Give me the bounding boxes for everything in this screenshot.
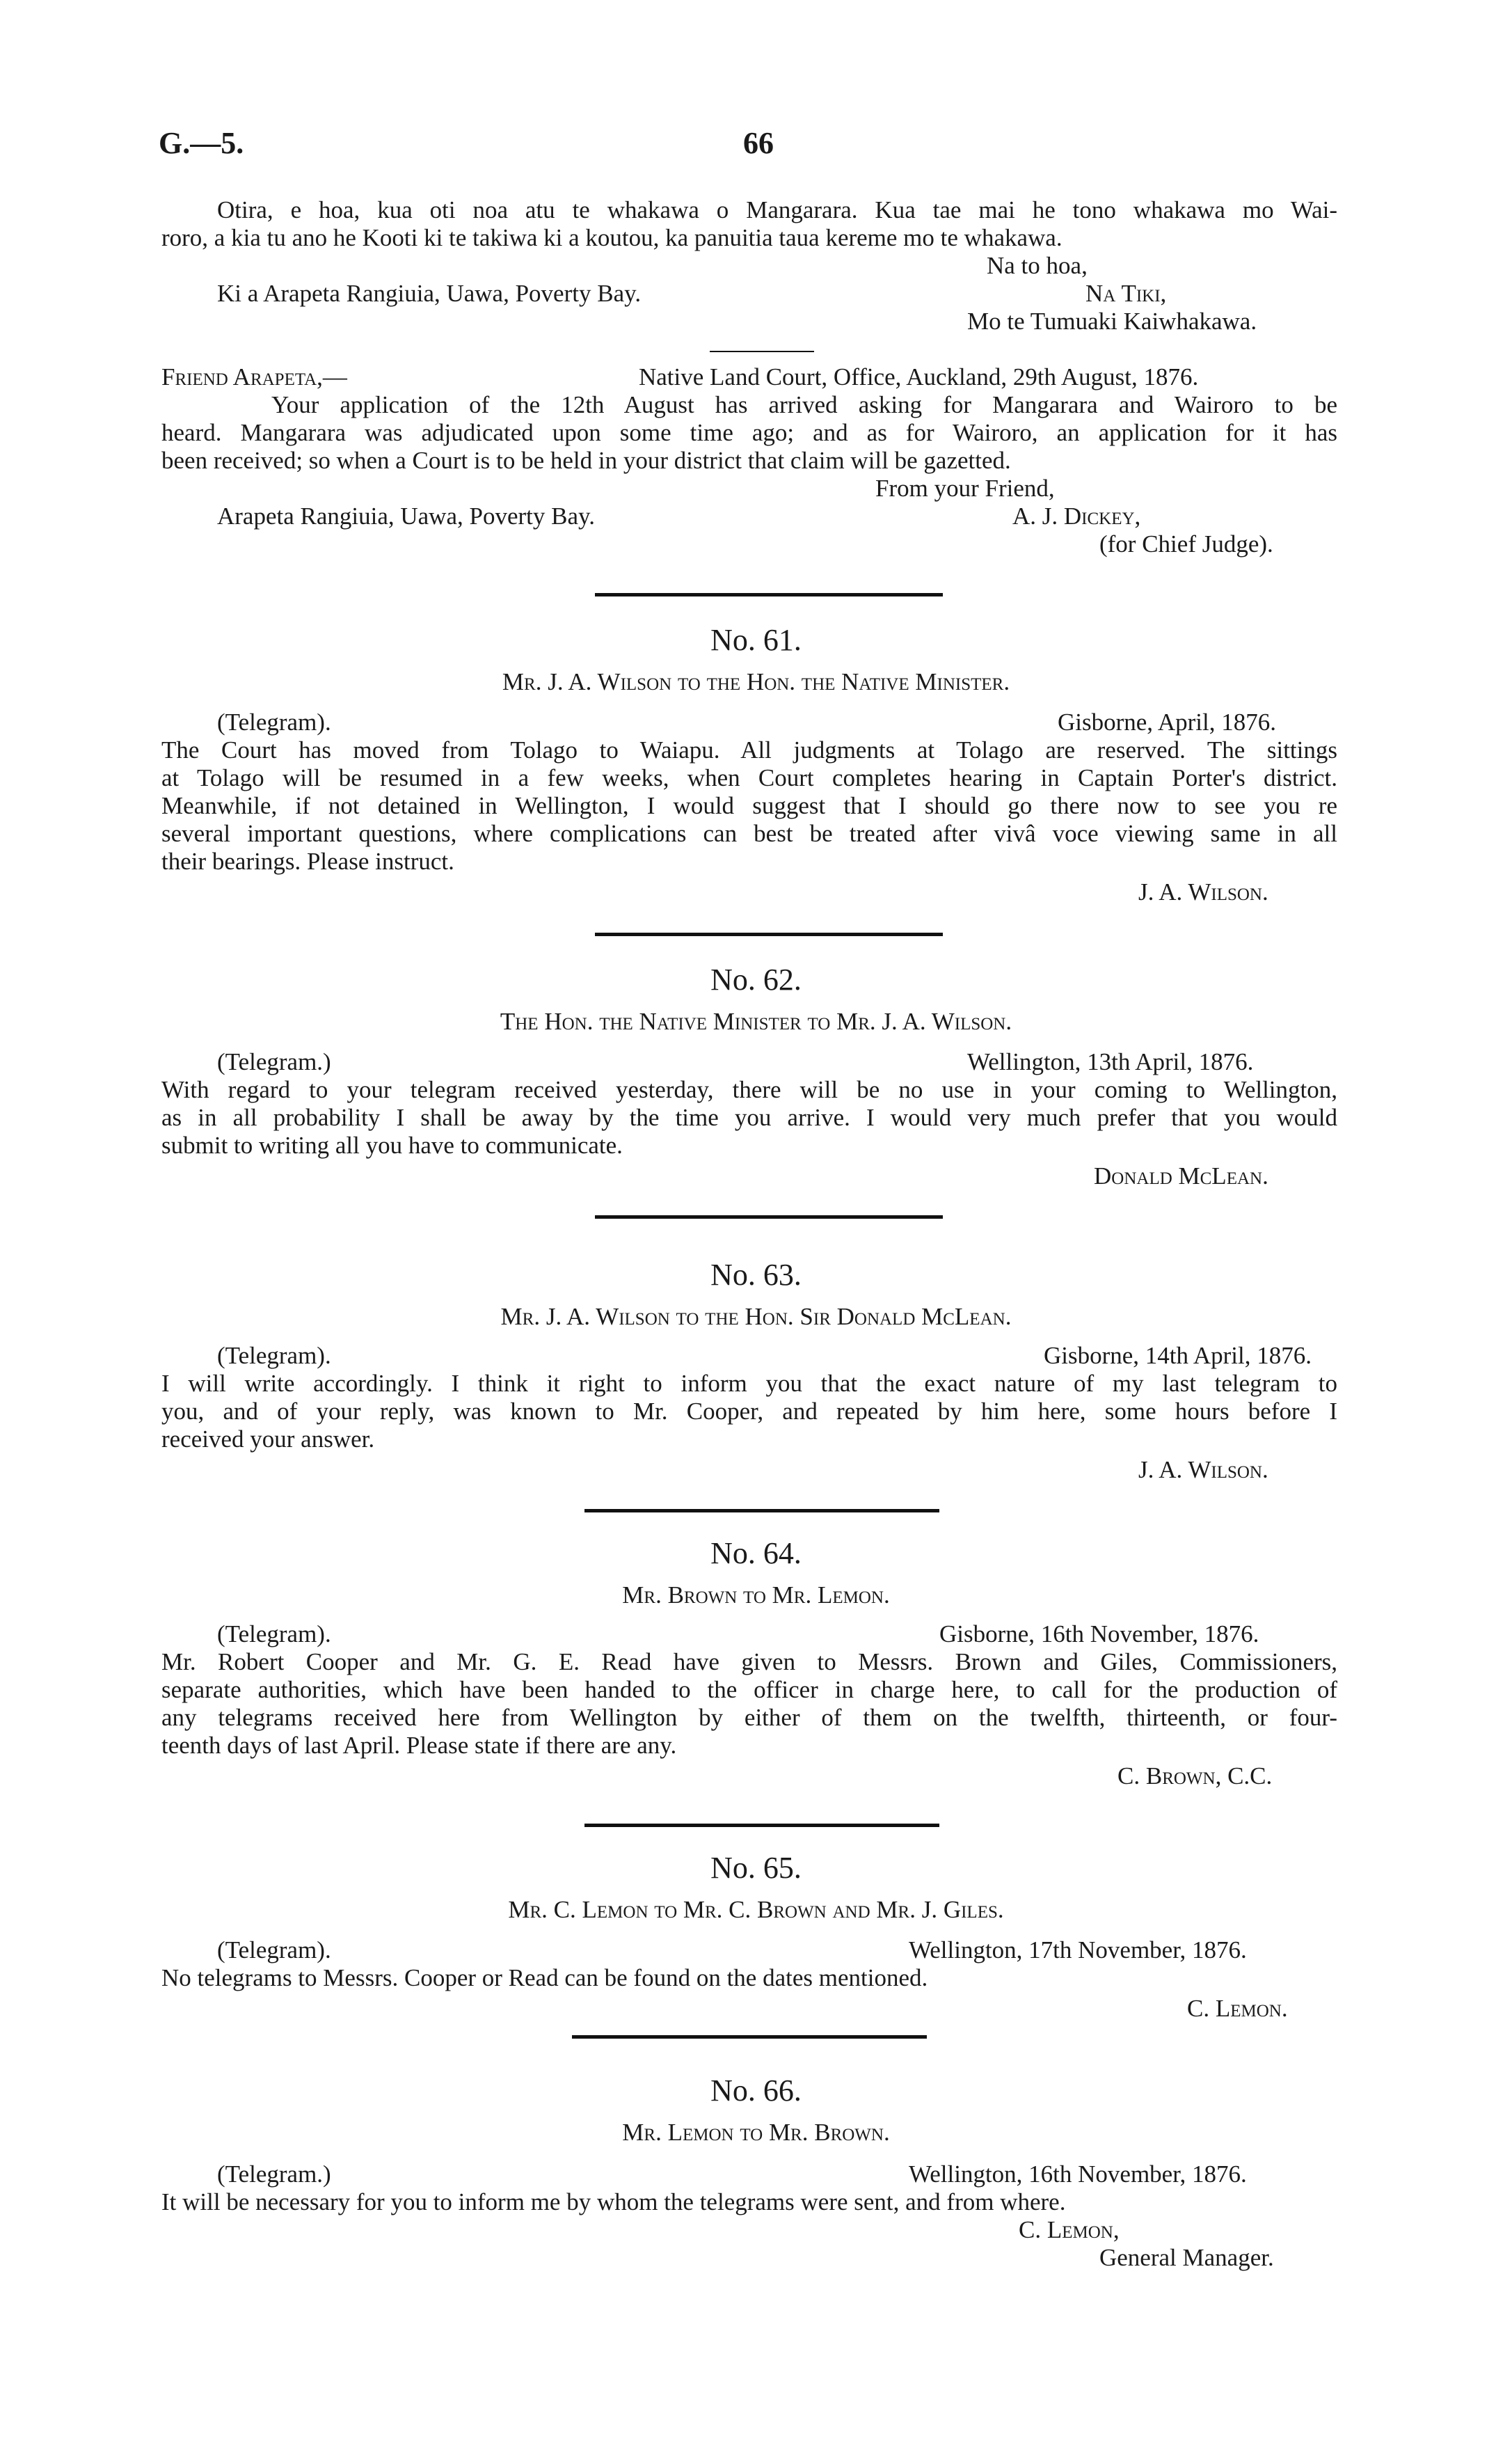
separator-rule xyxy=(710,351,814,352)
body-line: The Court has moved from Tolago to Waiapu. All judgments at Tolago are reserved. The sittings xyxy=(161,736,1337,764)
body-line: roro, a kia tu ano he Kooti ki te takiwa ki a koutou, ka panuitia taua kereme mo te whakawa. xyxy=(161,224,1063,251)
body-line: Your application of the 12th August has arrived asking for Mangarara and Wairoro to be xyxy=(271,391,1337,418)
section-number: No. 65. xyxy=(710,1851,802,1885)
body-line: It will be necessary for you to inform me by whom the telegrams were sent, and from where. xyxy=(161,2188,1066,2215)
signer: C. Brown, C.C. xyxy=(1117,1762,1273,1789)
body-line: received your answer. xyxy=(161,1425,375,1453)
section-parties: Mr. Brown to Mr. Lemon. xyxy=(622,1581,890,1609)
section-parties: Mr. J. A. Wilson to the Hon. Sir Donald McLean. xyxy=(500,1303,1012,1330)
body-line: at Tolago will be resumed in a few weeks, when Court completes hearing in Captain Porter's district. xyxy=(161,764,1337,791)
signer-title: General Manager. xyxy=(1099,2244,1274,2271)
section-parties: Mr. J. A. Wilson to the Hon. the Native Minister. xyxy=(502,668,1010,695)
body-line: Otira, e hoa, kua oti noa atu te whakawa o Mangarara. Kua tae mai he tono whakawa mo Wai- xyxy=(217,196,1337,223)
place-date: Gisborne, 16th November, 1876. xyxy=(939,1620,1259,1647)
section-rule xyxy=(572,2035,927,2039)
section-rule xyxy=(584,1824,939,1827)
body-line: teenth days of last April. Please state if there are any. xyxy=(161,1732,677,1759)
signer: Na Tiki, xyxy=(1085,280,1167,307)
signer-title: Mo te Tumuaki Kaiwhakawa. xyxy=(967,308,1257,335)
section-number: No. 63. xyxy=(710,1258,802,1292)
telegram-label: (Telegram). xyxy=(217,1342,331,1369)
body-line: you, and of your reply, was known to Mr. Cooper, and repeated by him here, some hours before I xyxy=(161,1398,1337,1425)
signer: C. Lemon. xyxy=(1187,1995,1288,2022)
place-date: Gisborne, 14th April, 1876. xyxy=(1044,1342,1312,1369)
place-date: Wellington, 16th November, 1876. xyxy=(909,2160,1247,2188)
body-line: heard. Mangarara was adjudicated upon some time ago; and as for Wairoro, an application for it has xyxy=(161,419,1337,446)
addressee: Ki a Arapeta Rangiuia, Uawa, Poverty Bay. xyxy=(217,280,642,307)
signer: C. Lemon, xyxy=(1019,2216,1120,2243)
section-rule xyxy=(595,933,943,936)
place-date: Native Land Court, Office, Auckland, 29th August, 1876. xyxy=(639,363,1199,390)
body-line: Mr. Robert Cooper and Mr. G. E. Read have given to Messrs. Brown and Giles, Commissioners, xyxy=(161,1648,1337,1675)
place-date: Wellington, 17th November, 1876. xyxy=(909,1936,1247,1963)
section-parties: The Hon. the Native Minister to Mr. J. A. Wilson. xyxy=(500,1008,1012,1035)
series-code: G.—5. xyxy=(159,126,244,160)
section-number: No. 66. xyxy=(710,2073,802,2108)
body-line: been received; so when a Court is to be held in your district that claim will be gazetted. xyxy=(161,447,1011,474)
signer: J. A. Wilson. xyxy=(1138,1456,1268,1483)
body-line: separate authorities, which have been handed to the officer in charge here, to call for the production of xyxy=(161,1676,1337,1703)
telegram-label: (Telegram). xyxy=(217,1620,331,1647)
signer: A. J. Dickey, xyxy=(1012,503,1141,530)
body-line: No telegrams to Messrs. Cooper or Read can be found on the dates mentioned. xyxy=(161,1964,928,1991)
addressee: Arapeta Rangiuia, Uawa, Poverty Bay. xyxy=(217,503,595,530)
letter-closing: From your Friend, xyxy=(875,475,1055,502)
signer: J. A. Wilson. xyxy=(1138,878,1268,906)
section-number: No. 64. xyxy=(710,1536,802,1570)
signer: Donald McLean. xyxy=(1094,1162,1268,1190)
telegram-label: (Telegram). xyxy=(217,1936,331,1963)
section-number: No. 61. xyxy=(710,623,802,657)
section-number: No. 62. xyxy=(710,963,802,997)
body-line: several important questions, where complications can best be treated after vivâ voce viewing same in all xyxy=(161,820,1337,847)
body-line: their bearings. Please instruct. xyxy=(161,848,454,875)
section-rule xyxy=(595,593,943,596)
page-number: 66 xyxy=(743,126,774,160)
section-parties: Mr. C. Lemon to Mr. C. Brown and Mr. J. Giles. xyxy=(508,1896,1004,1923)
body-line: any telegrams received here from Wellington by either of them on the twelfth, thirteenth, or four- xyxy=(161,1704,1337,1731)
telegram-label: (Telegram). xyxy=(217,709,331,736)
place-date: Gisborne, April, 1876. xyxy=(1058,709,1277,736)
letter-closing: Na to hoa, xyxy=(987,252,1088,279)
section-rule xyxy=(595,1215,943,1219)
place-date: Wellington, 13th April, 1876. xyxy=(967,1048,1254,1075)
body-line: Meanwhile, if not detained in Wellington, I would suggest that I should go there now to see you re xyxy=(161,792,1337,819)
body-line: as in all probability I shall be away by the time you arrive. I would very much prefer that you would xyxy=(161,1104,1337,1131)
body-line: submit to writing all you have to communicate. xyxy=(161,1132,623,1159)
body-line: With regard to your telegram received yesterday, there will be no use in your coming to Wellington, xyxy=(161,1076,1337,1103)
salutation: Friend Arapeta,— xyxy=(161,363,347,390)
signer-title: (for Chief Judge). xyxy=(1099,530,1273,558)
telegram-label: (Telegram.) xyxy=(217,2160,331,2188)
telegram-label: (Telegram.) xyxy=(217,1048,331,1075)
section-parties: Mr. Lemon to Mr. Brown. xyxy=(622,2119,890,2146)
section-rule xyxy=(584,1509,939,1512)
body-line: I will write accordingly. I think it right to inform you that the exact nature of my last telegram to xyxy=(161,1370,1337,1397)
